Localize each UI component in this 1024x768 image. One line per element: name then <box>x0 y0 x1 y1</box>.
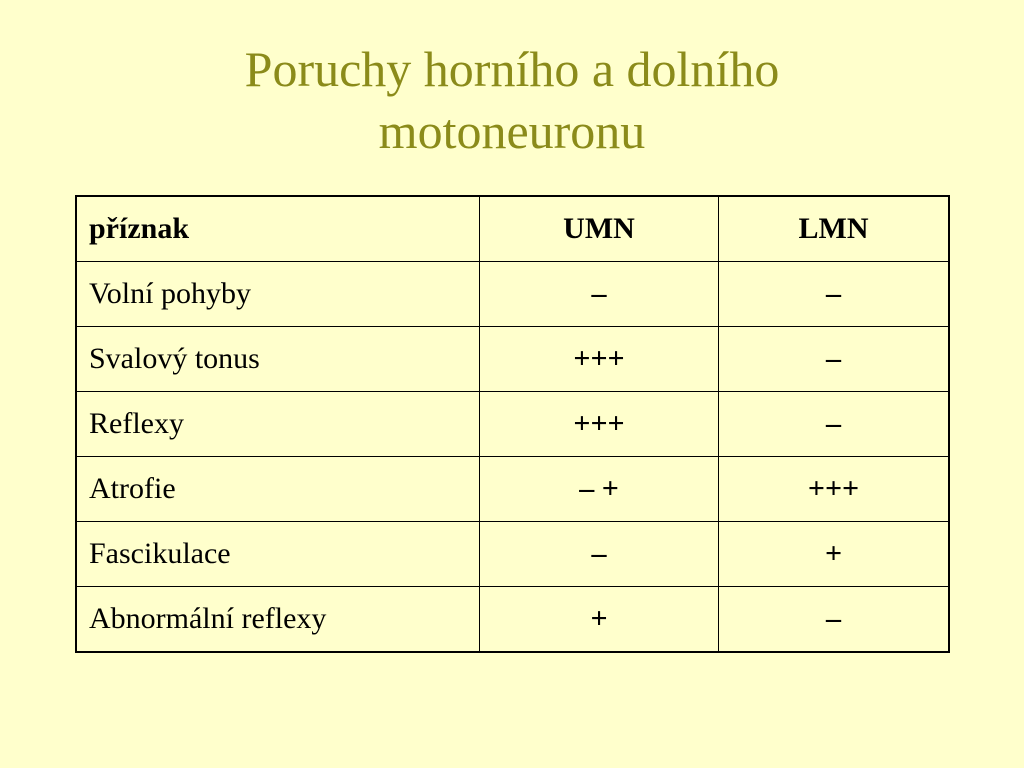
row-symptom: Fascikulace <box>76 522 480 587</box>
row-lmn-value: – <box>719 262 950 327</box>
header-lmn: LMN <box>719 196 950 262</box>
row-umn-value: +++ <box>480 327 719 392</box>
table-row <box>76 262 949 327</box>
table-row <box>76 457 949 522</box>
row-umn-value: + <box>480 587 719 653</box>
row-umn-value: – <box>480 522 719 587</box>
table-header-row <box>76 196 949 262</box>
row-lmn-value: – <box>719 587 950 653</box>
table-row <box>76 587 949 653</box>
symptoms-table <box>75 195 950 653</box>
row-umn-value: – <box>480 262 719 327</box>
row-lmn-value: – <box>719 327 950 392</box>
row-symptom: Volní pohyby <box>76 262 480 327</box>
row-lmn-value: + <box>719 522 950 587</box>
table-row <box>76 327 949 392</box>
row-symptom: Atrofie <box>76 457 480 522</box>
row-umn-value: – + <box>480 457 719 522</box>
row-symptom: Svalový tonus <box>76 327 480 392</box>
header-symptom: příznak <box>76 196 480 262</box>
row-lmn-value: – <box>719 392 950 457</box>
slide-title <box>0 38 1024 162</box>
table-row <box>76 522 949 587</box>
slide-title-line-1: Poruchy horního a dolního <box>244 41 780 97</box>
row-symptom: Reflexy <box>76 392 480 457</box>
row-symptom: Abnormální reflexy <box>76 587 480 653</box>
header-umn: UMN <box>480 196 719 262</box>
row-lmn-value: +++ <box>719 457 950 522</box>
table-row <box>76 392 949 457</box>
row-umn-value: +++ <box>480 392 719 457</box>
slide-title-line-2: motoneuronu <box>378 103 646 159</box>
